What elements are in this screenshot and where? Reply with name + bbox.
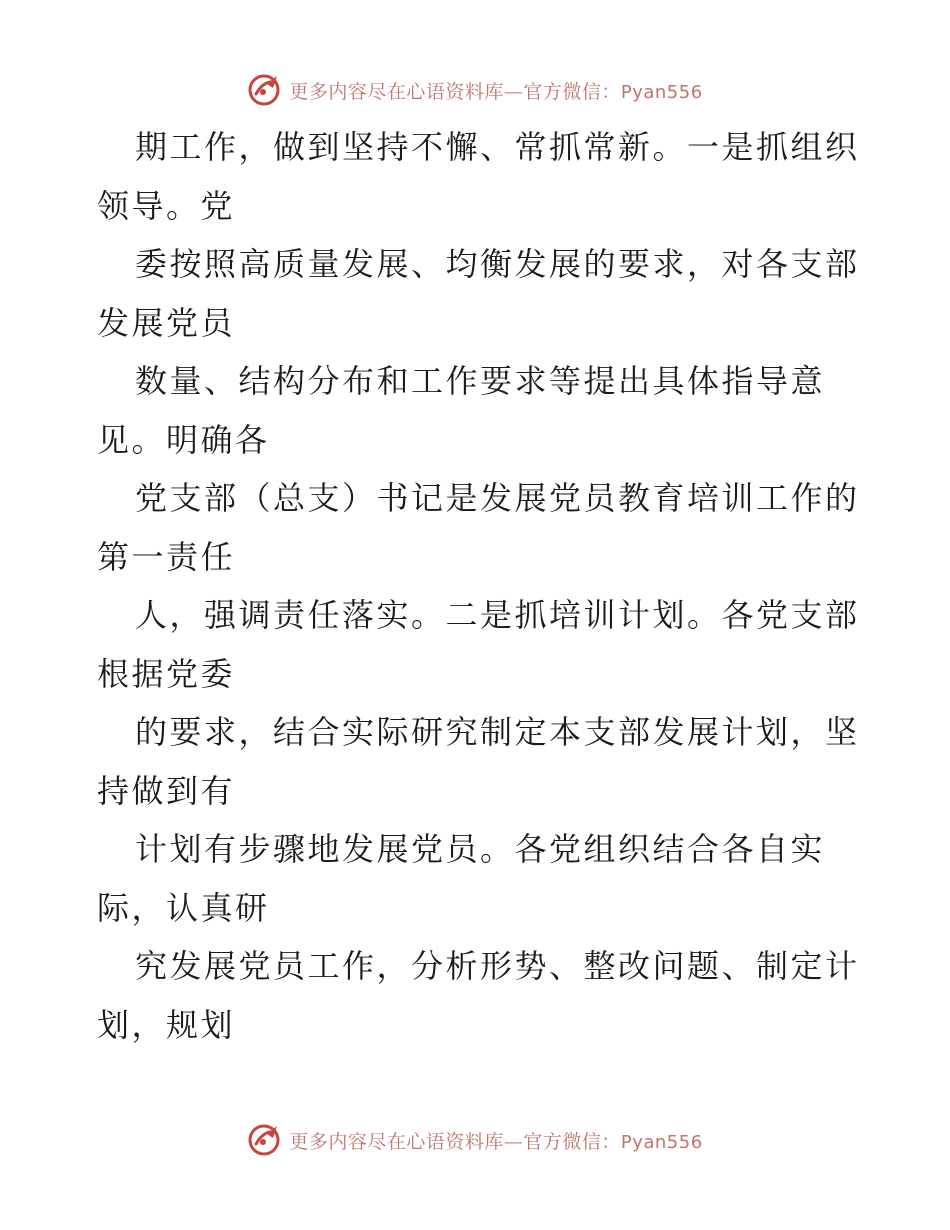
document-body xyxy=(97,118,860,1054)
text-line-5: 数量、结构分布和工作要求等提出具体指导意 xyxy=(135,362,826,400)
footer-banner-separator: — xyxy=(503,1130,524,1153)
text-line-10: 根据党委 xyxy=(97,654,236,693)
brand-logo-icon xyxy=(247,1122,283,1158)
text-line-11: 的要求，结合实际研究制定本支部发展计划，坚 xyxy=(135,713,860,751)
text-line-4: 发展党员 xyxy=(97,303,236,342)
header-banner-title: 更多内容尽在心语资料库 xyxy=(289,80,504,103)
text-line-13: 计划有步骤地发展党员。各党组织结合各自实 xyxy=(135,830,826,868)
footer-banner-title: 更多内容尽在心语资料库 xyxy=(289,1130,504,1153)
header-banner xyxy=(0,70,950,110)
text-line-8: 第一责任 xyxy=(97,537,236,576)
text-line-15: 究发展党员工作，分析形势、整改问题、制定计 xyxy=(135,947,860,985)
brand-logo-icon xyxy=(247,72,283,108)
text-line-14: 际，认真研 xyxy=(97,888,270,927)
text-line-12: 持做到有 xyxy=(97,771,236,810)
text-line-1: 期工作，做到坚持不懈、常抓常新。一是抓组织 xyxy=(135,128,860,166)
footer-banner xyxy=(0,1120,950,1160)
footer-banner-text xyxy=(289,1127,702,1154)
header-banner-wechat-id: Pyan556 xyxy=(620,81,703,103)
header-banner-wechat-label: 官方微信： xyxy=(523,80,621,103)
text-line-9: 人，强调责任落实。二是抓培训计划。各党支部 xyxy=(135,596,860,634)
text-line-16: 划，规划 xyxy=(97,1005,236,1044)
footer-banner-wechat-label: 官方微信： xyxy=(523,1130,621,1153)
text-line-3: 委按照高质量发展、均衡发展的要求，对各支部 xyxy=(135,245,860,283)
text-line-7: 党支部（总支）书记是发展党员教育培训工作的 xyxy=(135,479,860,517)
text-line-2: 领导。党 xyxy=(97,186,236,225)
header-banner-text xyxy=(289,77,702,104)
text-line-6: 见。明确各 xyxy=(97,420,270,459)
header-banner-separator: — xyxy=(503,80,524,103)
footer-banner-wechat-id: Pyan556 xyxy=(620,1131,703,1153)
